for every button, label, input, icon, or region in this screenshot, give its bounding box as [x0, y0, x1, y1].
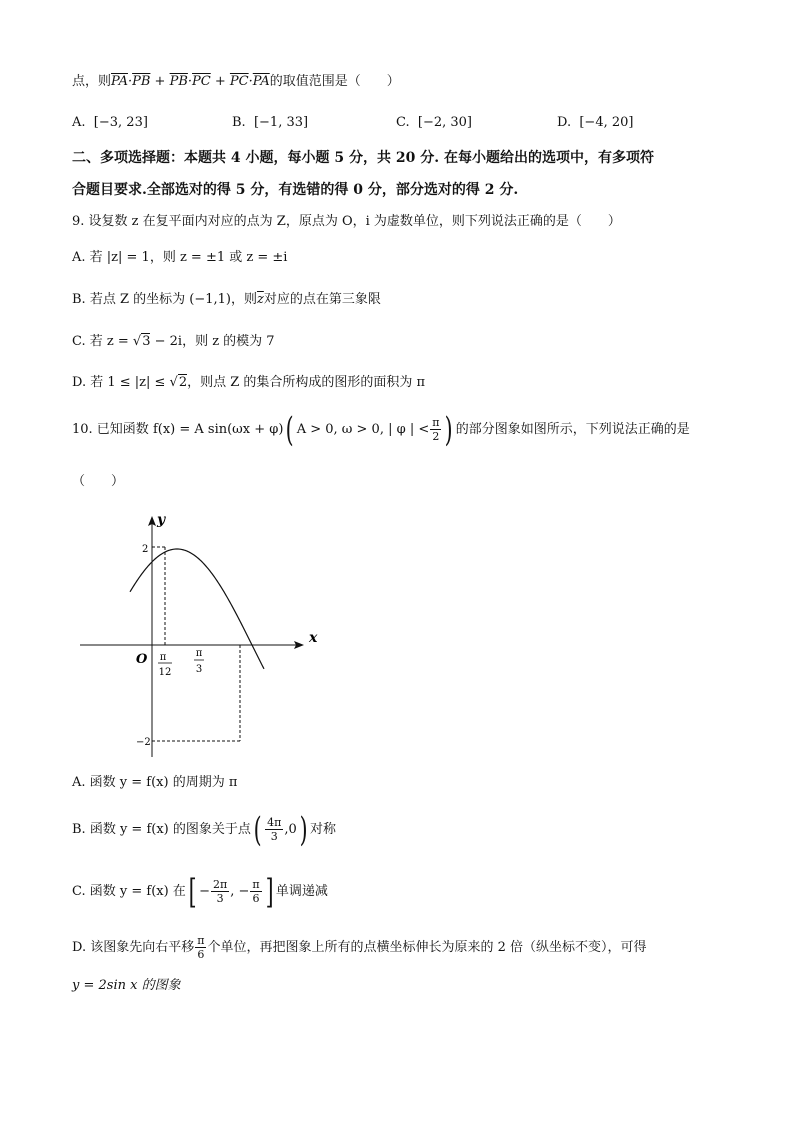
q10-option-d-line-2: y = 2sin x 的图象 [72, 978, 181, 993]
vector-pc-2: $\overline{PC}$ [229, 74, 249, 89]
q8-option-b [232, 113, 308, 133]
y-min-label: −2 [136, 737, 151, 748]
section-heading-line-2: 合题目要求.全部选对的得 5 分，有选错的得 0 分，部分选对的得 2 分. [72, 182, 519, 198]
fraction-pi-over-6 [250, 878, 261, 905]
bracket-right: ] [265, 871, 274, 912]
origin-label: O [136, 652, 148, 667]
tick-pi-12-num: π [159, 652, 167, 663]
paren-right: ) [445, 409, 454, 450]
q10-condition: A > 0, ω > 0, | φ | < [296, 422, 430, 437]
q10-function: 10. 已知函数 f(x) = A sin(ωx + φ) [72, 422, 284, 437]
q10-d-text-end: 个单位，再把图象上所有的点横坐标伸长为原来的 2 倍（纵坐标不变），可得 [207, 940, 647, 955]
q9-c-text-end: − 2i，则 z 的模为 7 [154, 334, 275, 349]
q8-option-c [396, 113, 472, 133]
paren-left: ( [253, 809, 262, 850]
q9-b-text: B. 若点 Z 的坐标为 (−1,1)，则 [72, 292, 257, 307]
q9-d-text: D. 若 1 ≤ |z| ≤ [72, 375, 166, 390]
q9-stem: 9. 设复数 z 在复平面内对应的点为 Z，原点为 O，i 为虚数单位，则下列说法正确的是（ ） [72, 214, 621, 229]
q9-b-text-end: 对应的点在第三象限 [263, 292, 381, 307]
vector-pa-2: $\overline{PA}$ [252, 74, 270, 89]
option-value: [−3, 23] [93, 115, 148, 130]
q9-c-text: C. 若 z = [72, 334, 129, 349]
tick-pi-3-den: 3 [195, 664, 203, 675]
q9-option-c: C. 若 z = √3 − 2i，则 z 的模为 7 [72, 334, 275, 349]
vector-pc: $\overline{PC}$ [192, 74, 211, 89]
y-axis-label: y [157, 512, 166, 528]
option-value: [−4, 20] [579, 115, 634, 130]
q9-option-b [72, 290, 381, 310]
q8-vector-expression: $\overline{PA}\cdot\overline{PB} + \overline{PB}\cdot\overline{PC} + \overline{PC}\cdot\overline{PA}$ [111, 74, 270, 89]
q10-stem [72, 409, 690, 450]
section-heading-line-1: 二、多项选择题：本题共 4 小题，每小题 5 分，共 20 分. 在每小题给出的选项中，有多项符 [72, 150, 654, 166]
fraction-pi-over-2 [430, 416, 441, 443]
q10-b-text: B. 函数 y = f(x) 的图象关于点 [72, 822, 251, 837]
paren-right: ) [299, 809, 308, 850]
q10-d-text: D. 该图象先向右平移 [72, 940, 195, 955]
numerator: 2π [212, 878, 228, 891]
q8-option-a [72, 113, 148, 133]
tick-pi-3-num: π [195, 648, 203, 659]
bracket-left: [ [188, 871, 197, 912]
sine-graph [72, 505, 332, 765]
conjugate-z: $\overline{z}$ [256, 292, 264, 307]
q10-option-b [72, 810, 336, 850]
numerator: 4π [267, 816, 282, 829]
q8-question-line [72, 72, 400, 92]
y-max-label: 2 [142, 544, 149, 555]
sqrt-radicand: 3 [142, 334, 151, 349]
x-axis-label: x [309, 630, 318, 646]
option-letter: C. [396, 115, 410, 130]
denominator: 3 [270, 830, 278, 843]
q9-option-d: D. 若 1 ≤ |z| ≤ √2，则点 Z 的集合所构成的图形的面积为 π [72, 375, 426, 390]
denominator: 6 [197, 948, 205, 961]
q10-answer-paren: （ ） [72, 474, 125, 489]
paren-left: ( [286, 409, 295, 450]
q10-c-text-end: 单调递减 [275, 884, 328, 899]
vector-pa: $\overline{PA}$ [111, 74, 128, 89]
option-value: [−1, 33] [253, 115, 309, 130]
vector-pb-2: $\overline{PB}$ [169, 74, 188, 89]
option-letter: B. [232, 115, 246, 130]
denominator: 2 [432, 430, 440, 443]
q10-c-text: C. 函数 y = f(x) 在 [72, 884, 186, 899]
tick-pi-12-den: 12 [158, 667, 172, 678]
fraction-2pi-over-3 [211, 878, 229, 905]
point-y: ,0 [284, 822, 297, 837]
q8-prefix: 点，则 [72, 74, 112, 89]
q10-option-a: A. 函数 y = f(x) 的周期为 π [72, 775, 238, 790]
numerator: π [432, 416, 440, 429]
vector-pb: $\overline{PB}$ [132, 74, 151, 89]
q10-b-text-end: 对称 [310, 822, 337, 837]
q10-option-c: C. 函数 y = f(x) 在[ − $\frac{2\pi}{3}$ , − $\frac{\pi}{6}$ ] 单调递减 [72, 871, 328, 912]
numerator: π [252, 878, 260, 891]
q10-stem-end: 的部分图象如图所示，下列说法正确的是 [455, 422, 690, 437]
option-value: [−2, 30] [417, 115, 473, 130]
sqrt-radicand: 2 [178, 375, 188, 390]
q9-option-a: A. 若 |z| = 1，则 z = ±1 或 z = ±i [72, 250, 288, 265]
q8-suffix: 的取值范围是（ ） [269, 74, 400, 89]
denominator: 3 [216, 892, 224, 905]
q8-option-d [557, 113, 633, 133]
fraction-pi-over-6-shift [195, 934, 206, 961]
q10-option-d [72, 928, 647, 968]
denominator: 6 [252, 892, 260, 905]
option-letter: A. [72, 115, 86, 130]
option-letter: D. [557, 115, 572, 130]
fraction-4pi-over-3 [265, 816, 283, 843]
numerator: π [197, 934, 205, 947]
q9-d-text-end: ，则点 Z 的集合所构成的图形的面积为 π [187, 375, 426, 390]
